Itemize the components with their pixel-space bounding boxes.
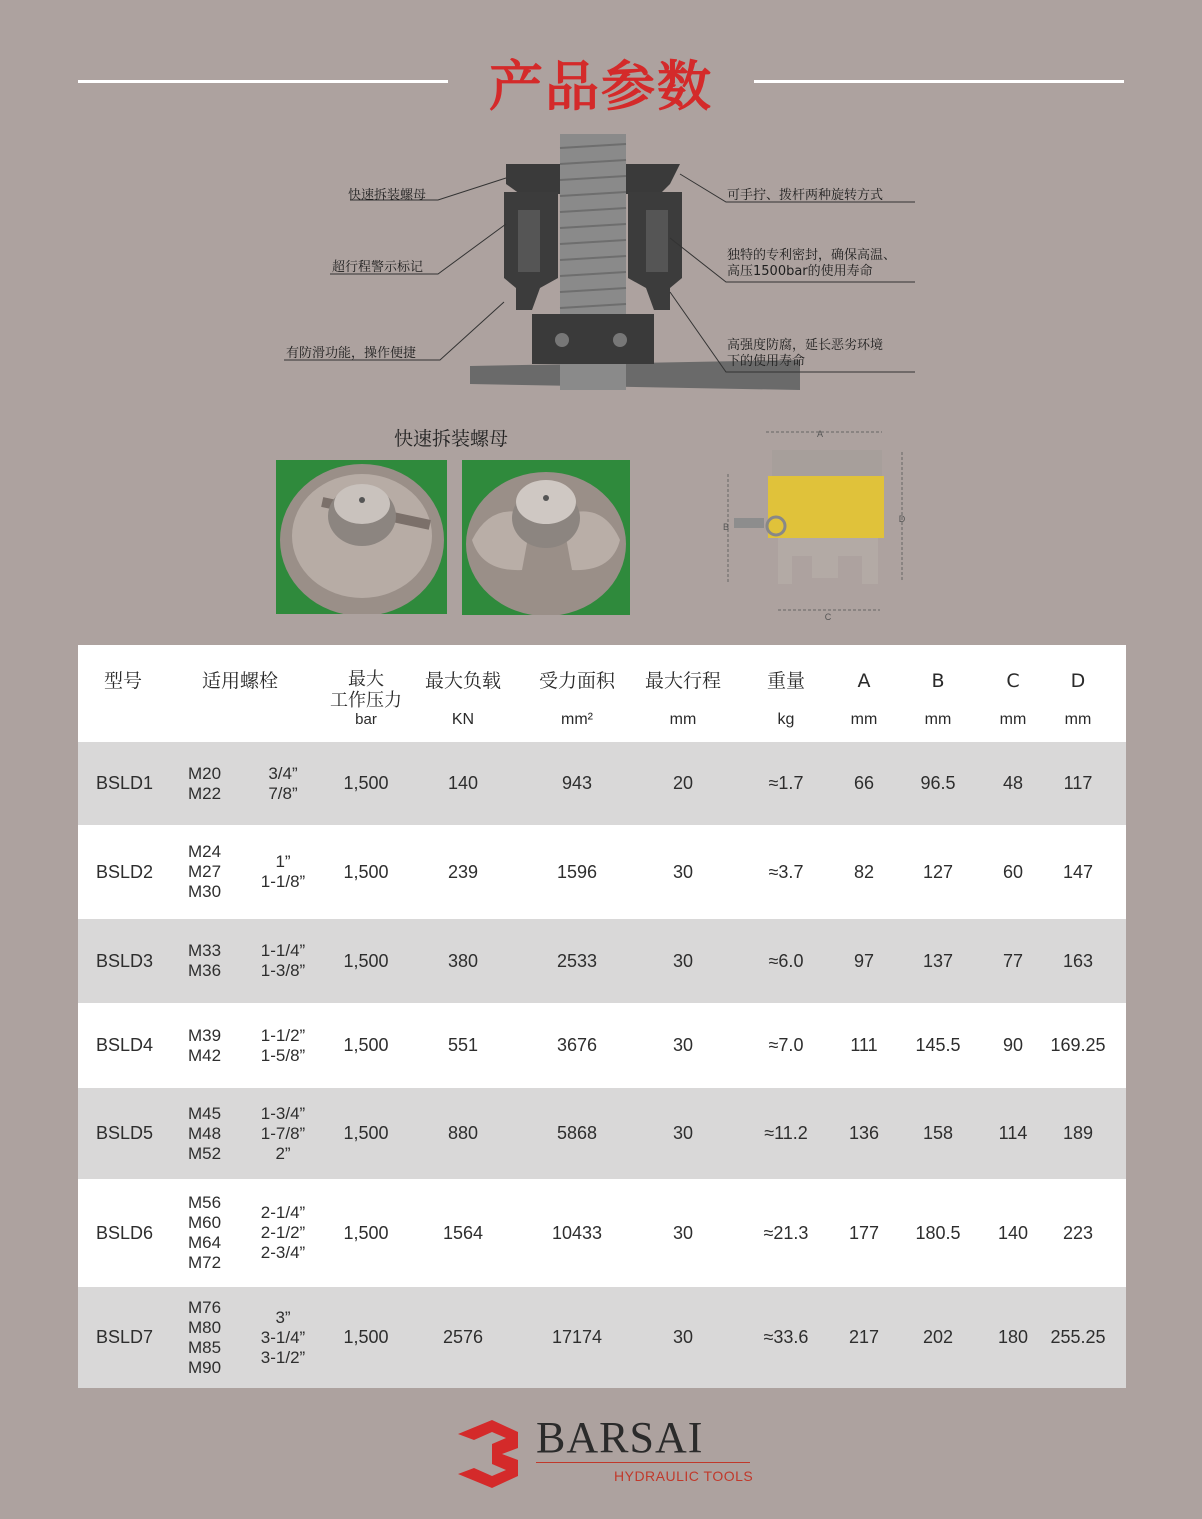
header-weight: 重量 kg — [724, 645, 848, 742]
cell-d: 147 — [1030, 825, 1126, 919]
cell-b: 96.5 — [880, 742, 996, 825]
table-row — [78, 825, 1126, 919]
title-rule-left — [78, 80, 448, 83]
metric-bolt-list — [170, 1026, 248, 1066]
nut-photo-open — [462, 460, 630, 615]
table-row — [78, 1003, 1126, 1088]
inch-bolt-list — [248, 1104, 318, 1164]
metric-bolt: M90 — [188, 1357, 222, 1377]
inch-bolt: 1-7/8” — [260, 1123, 306, 1143]
cell-a: 217 — [848, 1287, 880, 1388]
header-a: A mm — [848, 645, 880, 742]
metric-bolt: M33 — [188, 941, 222, 960]
header-stroke: 最大行程 mm — [642, 645, 724, 742]
cell-stroke: 30 — [642, 1179, 724, 1287]
table-row — [78, 1088, 1126, 1179]
photo-caption: 快速拆装螺母 — [393, 428, 508, 450]
cell-area: 17174 — [512, 1287, 642, 1388]
metric-bolt: M64 — [188, 1233, 222, 1252]
cell-pressure: 1,500 — [318, 1088, 414, 1179]
metric-bolt: M56 — [188, 1193, 222, 1212]
cell-a: 97 — [848, 919, 880, 1003]
page-title: 产品参数 — [489, 55, 713, 118]
nut-photo-closed — [276, 460, 447, 614]
metric-bolt-list — [170, 842, 248, 902]
inch-bolt: 1-5/8” — [260, 1045, 306, 1065]
brand-tagline: HYDRAULIC TOOLS — [614, 1468, 754, 1484]
cell-stroke: 30 — [642, 1088, 724, 1179]
cell-area: 3676 — [512, 1003, 642, 1088]
cell-a: 82 — [848, 825, 880, 919]
dim-label-b: B — [722, 522, 730, 532]
cell-bolts — [170, 825, 318, 919]
cell-area: 943 — [512, 742, 642, 825]
metric-bolt: M22 — [188, 783, 222, 803]
cell-pressure: 1,500 — [318, 919, 414, 1003]
inch-bolt-list — [248, 1203, 318, 1263]
header-model: 型号 — [78, 645, 170, 742]
cell-d: 189 — [1030, 1088, 1126, 1179]
header-c: C mm — [996, 645, 1030, 742]
inch-bolt: 1-1/4” — [260, 941, 306, 960]
inch-bolt: 2-1/4” — [260, 1203, 306, 1222]
cell-pressure: 1,500 — [318, 742, 414, 825]
cell-d: 163 — [1030, 919, 1126, 1003]
cell-a: 111 — [848, 1003, 880, 1088]
dimension-drawing — [716, 426, 922, 624]
metric-bolt: M20 — [188, 763, 222, 783]
inch-bolt-list — [248, 852, 318, 892]
callout-antislip: 有防滑功能，操作便捷 — [286, 346, 417, 361]
cell-b: 137 — [880, 919, 996, 1003]
metric-bolt: M76 — [188, 1297, 222, 1317]
dim-label-d: D — [898, 514, 906, 524]
cell-d: 255.25 — [1030, 1287, 1126, 1388]
cell-c: 90 — [996, 1003, 1030, 1088]
header-load: 最大负载 KN — [414, 645, 512, 742]
cell-bolts — [170, 1003, 318, 1088]
cell-bolts — [170, 1287, 318, 1388]
cell-load: 551 — [414, 1003, 512, 1088]
cell-stroke: 30 — [642, 919, 724, 1003]
inch-bolt: 2-3/4” — [260, 1243, 306, 1262]
inch-bolt: 3/4” — [268, 763, 298, 783]
inch-bolt: 1” — [275, 852, 291, 871]
cell-model: BSLD3 — [78, 919, 170, 1003]
cell-load: 1564 — [414, 1179, 512, 1287]
inch-bolt: 2” — [275, 1143, 291, 1163]
table-row — [78, 919, 1126, 1003]
cell-bolts — [170, 1179, 318, 1287]
table-header-row — [78, 645, 1126, 742]
table-row — [78, 1179, 1126, 1287]
cell-model: BSLD6 — [78, 1179, 170, 1287]
metric-bolt-list — [170, 1298, 248, 1378]
cell-a: 136 — [848, 1088, 880, 1179]
title-rule-right — [754, 80, 1124, 83]
callout-seal-line1: 独特的专利密封，确保高温、 — [727, 248, 897, 263]
cell-b: 145.5 — [880, 1003, 996, 1088]
cell-area: 10433 — [512, 1179, 642, 1287]
cell-model: BSLD4 — [78, 1003, 170, 1088]
callout-overtravel: 超行程警示标记 — [332, 260, 424, 275]
cell-bolts — [170, 919, 318, 1003]
metric-bolt: M30 — [188, 882, 222, 901]
metric-bolt: M27 — [188, 862, 222, 881]
cell-a: 177 — [848, 1179, 880, 1287]
cell-weight: ≈21.3 — [724, 1179, 848, 1287]
inch-bolt: 1-1/2” — [260, 1025, 306, 1045]
inch-bolt-list — [248, 1026, 318, 1066]
inch-bolt: 3-1/2” — [260, 1347, 306, 1367]
metric-bolt-list — [170, 1104, 248, 1164]
cell-load: 2576 — [414, 1287, 512, 1388]
inch-bolt: 2-1/2” — [260, 1223, 306, 1242]
header-area: 受力面积 mm² — [512, 645, 642, 742]
cell-pressure: 1,500 — [318, 1003, 414, 1088]
metric-bolt: M80 — [188, 1317, 222, 1337]
cell-a: 66 — [848, 742, 880, 825]
cell-b: 127 — [880, 825, 996, 919]
cell-c: 114 — [996, 1088, 1030, 1179]
cell-d: 169.25 — [1030, 1003, 1126, 1088]
inch-bolt-list — [248, 764, 318, 804]
header-pressure: 最大 工作压力 bar — [318, 645, 414, 742]
callout-seal-line2: 高压1500bar的使用寿命 — [727, 264, 873, 279]
metric-bolt: M39 — [188, 1025, 222, 1045]
cell-weight: ≈3.7 — [724, 825, 848, 919]
inch-bolt: 3-1/4” — [260, 1327, 306, 1347]
cell-area: 1596 — [512, 825, 642, 919]
cell-c: 180 — [996, 1287, 1030, 1388]
metric-bolt-list — [170, 1193, 248, 1273]
cell-b: 158 — [880, 1088, 996, 1179]
cell-d: 223 — [1030, 1179, 1126, 1287]
metric-bolt: M36 — [188, 961, 222, 980]
header-d: D mm — [1030, 645, 1126, 742]
metric-bolt: M42 — [188, 1045, 222, 1065]
inch-bolt-list — [248, 941, 318, 981]
callout-quick-nut: 快速拆装螺母 — [348, 188, 427, 203]
spec-table — [78, 645, 1126, 1389]
cell-pressure: 1,500 — [318, 1287, 414, 1388]
cell-model: BSLD1 — [78, 742, 170, 825]
cell-c: 60 — [996, 825, 1030, 919]
brand-name: BARSAI — [536, 1413, 704, 1462]
cell-bolts — [170, 742, 318, 825]
cell-weight: ≈6.0 — [724, 919, 848, 1003]
metric-bolt-list — [170, 764, 248, 804]
dim-label-a: A — [816, 429, 824, 439]
metric-bolt: M45 — [188, 1103, 222, 1123]
metric-bolt: M60 — [188, 1213, 222, 1232]
cell-weight: ≈11.2 — [724, 1088, 848, 1179]
metric-bolt: M85 — [188, 1337, 222, 1357]
metric-bolt: M72 — [188, 1253, 222, 1272]
cell-b: 202 — [880, 1287, 996, 1388]
cell-pressure: 1,500 — [318, 825, 414, 919]
cell-stroke: 20 — [642, 742, 724, 825]
inch-bolt: 7/8” — [268, 783, 298, 803]
callout-rotation: 可手拧、拨杆两种旋转方式 — [727, 188, 884, 203]
cell-c: 140 — [996, 1179, 1030, 1287]
cell-stroke: 30 — [642, 1003, 724, 1088]
metric-bolt-list — [170, 941, 248, 981]
inch-bolt-list — [248, 1308, 318, 1368]
cell-weight: ≈33.6 — [724, 1287, 848, 1388]
header-bolt: 适用螺栓 — [170, 645, 318, 742]
cell-model: BSLD7 — [78, 1287, 170, 1388]
cell-weight: ≈1.7 — [724, 742, 848, 825]
dim-label-c: C — [824, 612, 832, 622]
cell-bolts — [170, 1088, 318, 1179]
inch-bolt: 3” — [275, 1307, 291, 1327]
cell-model: BSLD5 — [78, 1088, 170, 1179]
cell-stroke: 30 — [642, 825, 724, 919]
metric-bolt: M52 — [188, 1143, 222, 1163]
callout-corrosion-line1: 高强度防腐，延长恶劣环境 — [727, 338, 884, 353]
header-b: B mm — [880, 645, 996, 742]
cell-c: 77 — [996, 919, 1030, 1003]
cell-weight: ≈7.0 — [724, 1003, 848, 1088]
inch-bolt: 1-3/4” — [260, 1103, 306, 1123]
cell-load: 140 — [414, 742, 512, 825]
cell-model: BSLD2 — [78, 825, 170, 919]
inch-bolt: 1-3/8” — [260, 961, 306, 980]
cell-area: 2533 — [512, 919, 642, 1003]
cell-area: 5868 — [512, 1088, 642, 1179]
cell-load: 380 — [414, 919, 512, 1003]
brand-underline — [536, 1462, 750, 1463]
metric-bolt: M48 — [188, 1123, 222, 1143]
cell-stroke: 30 — [642, 1287, 724, 1388]
callout-corrosion-line2: 下的使用寿命 — [727, 354, 806, 369]
cell-load: 880 — [414, 1088, 512, 1179]
table-row — [78, 742, 1126, 825]
table-row — [78, 1287, 1126, 1388]
cell-c: 48 — [996, 742, 1030, 825]
brand-mark-icon — [452, 1414, 532, 1494]
cell-b: 180.5 — [880, 1179, 996, 1287]
metric-bolt: M24 — [188, 842, 222, 861]
cell-pressure: 1,500 — [318, 1179, 414, 1287]
cell-d: 117 — [1030, 742, 1126, 825]
inch-bolt: 1-1/8” — [260, 872, 306, 891]
cell-load: 239 — [414, 825, 512, 919]
